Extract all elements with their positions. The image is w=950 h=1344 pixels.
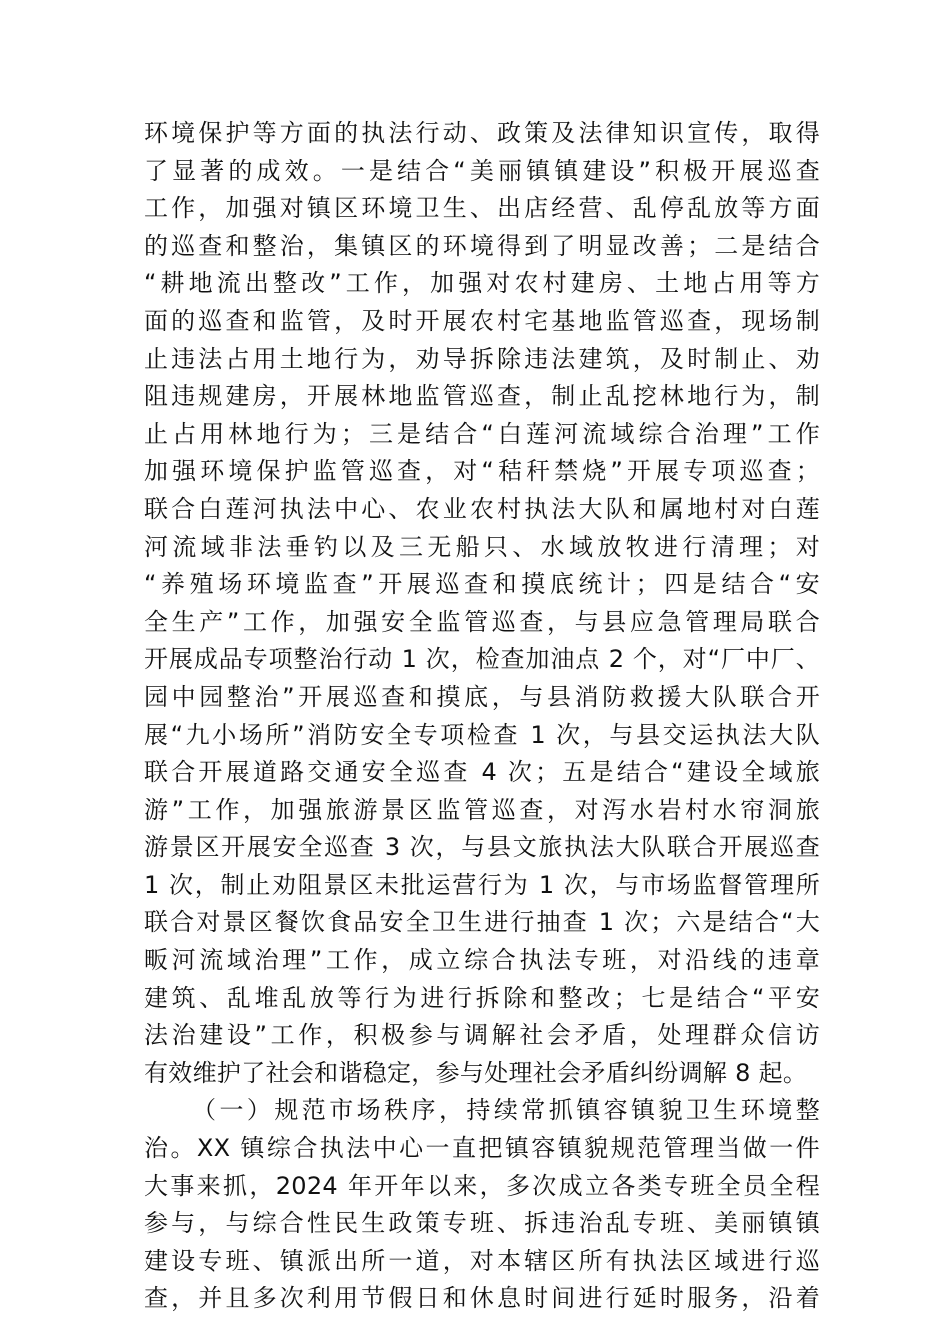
text-line: 游景区开展安全巡查 3 次，与县文旅执法大队联合开展巡查: [144, 833, 820, 862]
text-line: 法治建设”工作，积极参与调解社会矛盾，处理群众信访: [144, 1021, 820, 1050]
text-line: 联合开展道路交通安全巡查 4 次；五是结合“建设全域旅: [144, 758, 820, 787]
text-line: 建设专班、镇派出所一道，对本辖区所有执法区域进行巡: [144, 1246, 820, 1275]
text-line: 工作，加强对镇区环境卫生、出店经营、乱停乱放等方面: [144, 194, 820, 223]
text-line: 的巡查和整治，集镇区的环境得到了明显改善；二是结合: [144, 231, 820, 260]
text-line: 了显著的成效。一是结合“美丽镇镇建设”积极开展巡查: [144, 156, 820, 185]
text-line: 环境保护等方面的执法行动、政策及法律知识宣传，取得: [144, 119, 820, 147]
text-line: 联合白莲河执法中心、农业农村执法大队和属地村对白莲: [144, 494, 820, 523]
text-line: 游”工作，加强旅游景区监管巡查，对泻水岩村水帘洞旅: [144, 795, 820, 824]
text-line: 1 次，制止劝阻景区未批运营行为 1 次，与市场监督管理所: [144, 870, 820, 899]
text-line: 展“九小场所”消防安全专项检查 1 次，与县交运执法大队: [144, 720, 820, 749]
text-line: 阻违规建房，开展林地监管巡查，制止乱挖林地行为，制: [144, 382, 820, 411]
text-line: 河流域非法垂钓以及三无船只、水域放牧进行清理；对: [144, 532, 820, 561]
text-line: 止占用林地行为；三是结合“白莲河流域综合治理”工作: [144, 419, 820, 448]
document-body: [144, 115, 820, 1318]
text-line: 加强环境保护监管巡查，对“秸秆禁烧”开展专项巡查；: [144, 457, 820, 486]
text-line: 建筑、乱堆乱放等行为进行拆除和整改；七是结合“平安: [144, 983, 820, 1012]
text-line: 畈河流域治理”工作，成立综合执法专班，对沿线的违章: [144, 946, 820, 975]
text-line: 面的巡查和监管，及时开展农村宅基地监管巡查，现场制: [144, 306, 820, 335]
text-line: 治。XX 镇综合执法中心一直把镇容镇貌规范管理当做一件: [144, 1134, 820, 1163]
text-line: “养殖场环境监查”开展巡查和摸底统计；四是结合“安: [144, 570, 820, 599]
text-line: 有效维护了社会和谐稳定，参与处理社会矛盾纠纷调解 8 起。: [144, 1058, 808, 1087]
text-line: 全生产”工作，加强安全监管巡查，与县应急管理局联合: [144, 607, 820, 636]
text-line: 止违法占用土地行为，劝导拆除违法建筑，及时制止、劝: [144, 344, 820, 373]
text-line: 开展成品专项整治行动 1 次，检查加油点 2 个，对“厂中厂、: [144, 645, 820, 674]
text-line: 查，并且多次利用节假日和休息时间进行延时服务，沿着: [144, 1284, 820, 1313]
text-line: 联合对景区餐饮食品安全卫生进行抽查 1 次；六是结合“大: [144, 908, 820, 937]
text-line: 参与，与综合性民生政策专班、拆违治乱专班、美丽镇镇: [144, 1209, 820, 1238]
text-line: 园中园整治”开展巡查和摸底，与县消防救援大队联合开: [144, 682, 820, 711]
section-heading-line: （一）规范市场秩序，持续常抓镇容镇貌卫生环境整: [192, 1096, 820, 1125]
text-line: “耕地流出整改”工作，加强对农村建房、土地占用等方: [144, 269, 820, 298]
text-line: 大事来抓，2024 年开年以来，多次成立各类专班全员全程: [144, 1171, 820, 1200]
